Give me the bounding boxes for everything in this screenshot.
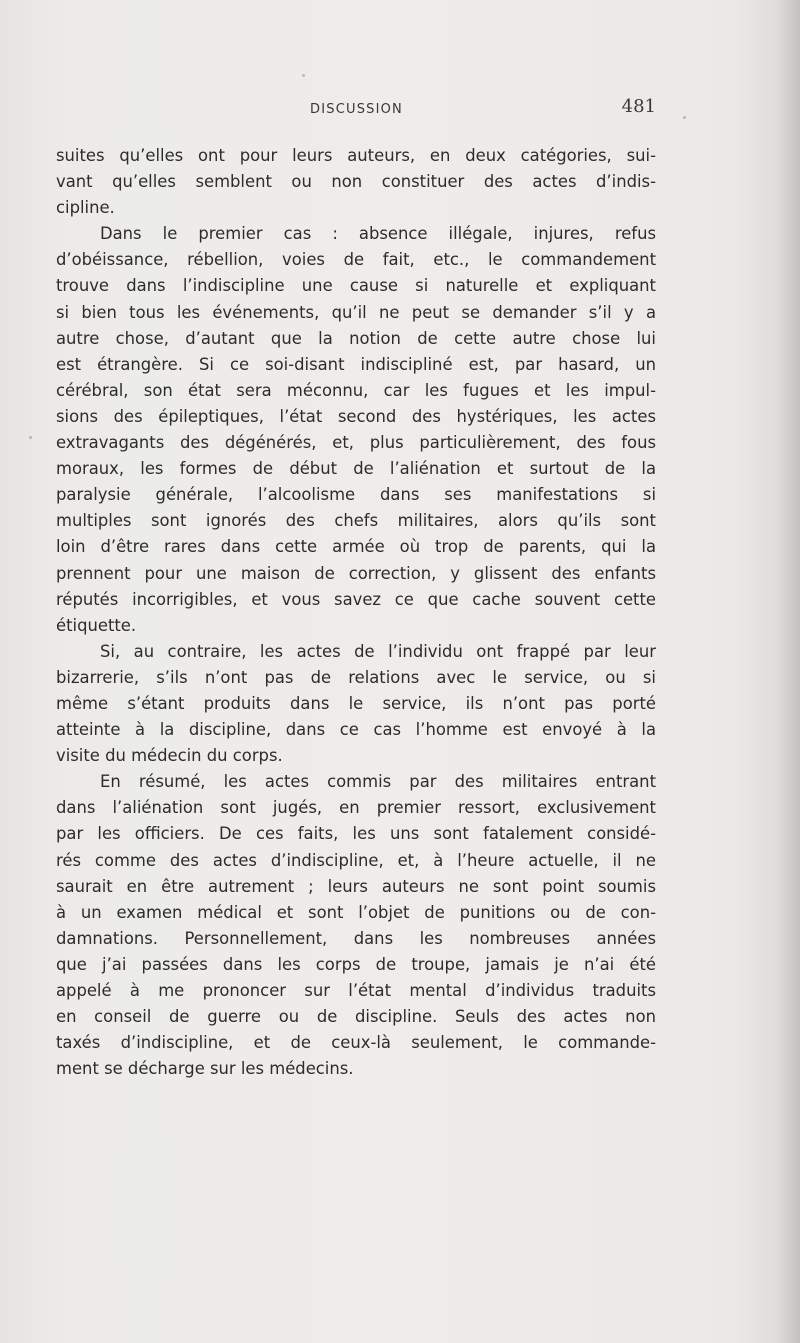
text-line: extravagants des dégénérés, et, plus particulièrement, des fous xyxy=(56,433,656,453)
text-line: moraux, les formes de début de l’aliénation et surtout de la xyxy=(56,459,656,479)
text-line: taxés d’indiscipline, et de ceux-là seulement, le commande- xyxy=(56,1033,656,1053)
paragraph-4 xyxy=(56,769,656,1082)
text-line: par les officiers. De ces faits, les uns sont fatalement considé- xyxy=(56,824,656,844)
text-line: damnations. Personnellement, dans les nombreuses années xyxy=(56,928,656,948)
text-line: loin d’être rares dans cette armée où trop de parents, qui la xyxy=(56,537,656,557)
text-line: vant qu’elles semblent ou non constituer des actes d’indis- xyxy=(56,172,656,192)
paper-speck xyxy=(29,436,32,439)
text-line: réputés incorrigibles, et vous savez ce que cache souvent cette xyxy=(56,589,656,609)
text-line: autre chose, d’autant que la notion de cette autre chose lui xyxy=(56,328,656,348)
text-line: cipline. xyxy=(56,198,115,218)
text-line: trouve dans l’indiscipline une cause si naturelle et expliquant xyxy=(56,276,656,296)
text-line: appelé à me prononcer sur l’état mental d’individus traduits xyxy=(56,981,656,1000)
body-text xyxy=(56,143,656,1082)
text-line: que j’ai passées dans les corps de troupe, jamais je n’ai été xyxy=(56,954,656,974)
text-line: étiquette. xyxy=(56,615,137,635)
text-line: Dans le premier cas : absence illégale, injures, refus xyxy=(100,224,656,244)
text-line: visite du médecin du corps. xyxy=(56,746,283,766)
text-line: saurait en être autrement ; leurs auteurs ne sont point soumis xyxy=(56,876,656,896)
text-line: d’obéissance, rébellion, voies de fait, etc., le commandement xyxy=(56,250,656,270)
paragraph-2 xyxy=(56,221,656,639)
text-line: bizarrerie, s’ils n’ont pas de relations avec le service, ou si xyxy=(56,667,656,687)
running-title: DISCUSSION xyxy=(310,102,403,117)
text-line: en conseil de guerre ou de discipline. Seuls des actes non xyxy=(56,1007,656,1027)
text-line: En résumé, les actes commis par des militaires entrant xyxy=(100,772,656,792)
page-header xyxy=(56,96,656,126)
paragraph-3 xyxy=(56,639,656,769)
text-line: paralysie générale, l’alcoolisme dans ses manifestations si xyxy=(56,485,656,505)
text-line: si bien tous les événements, qu’il ne peut se demander s’il y a xyxy=(56,302,656,322)
text-line: sions des épileptiques, l’état second des hystériques, les actes xyxy=(56,406,656,426)
text-line: atteinte à la discipline, dans ce cas l’homme est envoyé à la xyxy=(56,720,656,740)
text-line: cérébral, son état sera méconnu, car les fugues et les impul- xyxy=(56,380,656,400)
text-line: même s’étant produits dans le service, ils n’ont pas porté xyxy=(56,693,656,713)
paragraph-1 xyxy=(56,143,656,221)
text-line: Si, au contraire, les actes de l’individu ont frappé par leur xyxy=(100,641,656,661)
text-line: à un examen médical et sont l’objet de punitions ou de con- xyxy=(56,902,656,922)
paper-speck xyxy=(302,74,305,77)
text-line: dans l’aliénation sont jugés, en premier ressort, exclusivement xyxy=(56,798,656,818)
page-edge-shadow xyxy=(778,0,800,1343)
page-number: 481 xyxy=(621,96,656,117)
text-line: ment se décharge sur les médecins. xyxy=(56,1059,354,1079)
text-line: est étrangère. Si ce soi-disant indiscipliné est, par hasard, un xyxy=(56,354,656,374)
text-line: prennent pour une maison de correction, y glissent des enfants xyxy=(56,563,656,583)
text-line: suites qu’elles ont pour leurs auteurs, en deux catégories, sui- xyxy=(56,146,656,165)
text-line: rés comme des actes d’indiscipline, et, à l’heure actuelle, il ne xyxy=(56,850,656,870)
text-line: multiples sont ignorés des chefs militaires, alors qu’ils sont xyxy=(56,511,656,531)
paper-speck xyxy=(683,116,686,119)
